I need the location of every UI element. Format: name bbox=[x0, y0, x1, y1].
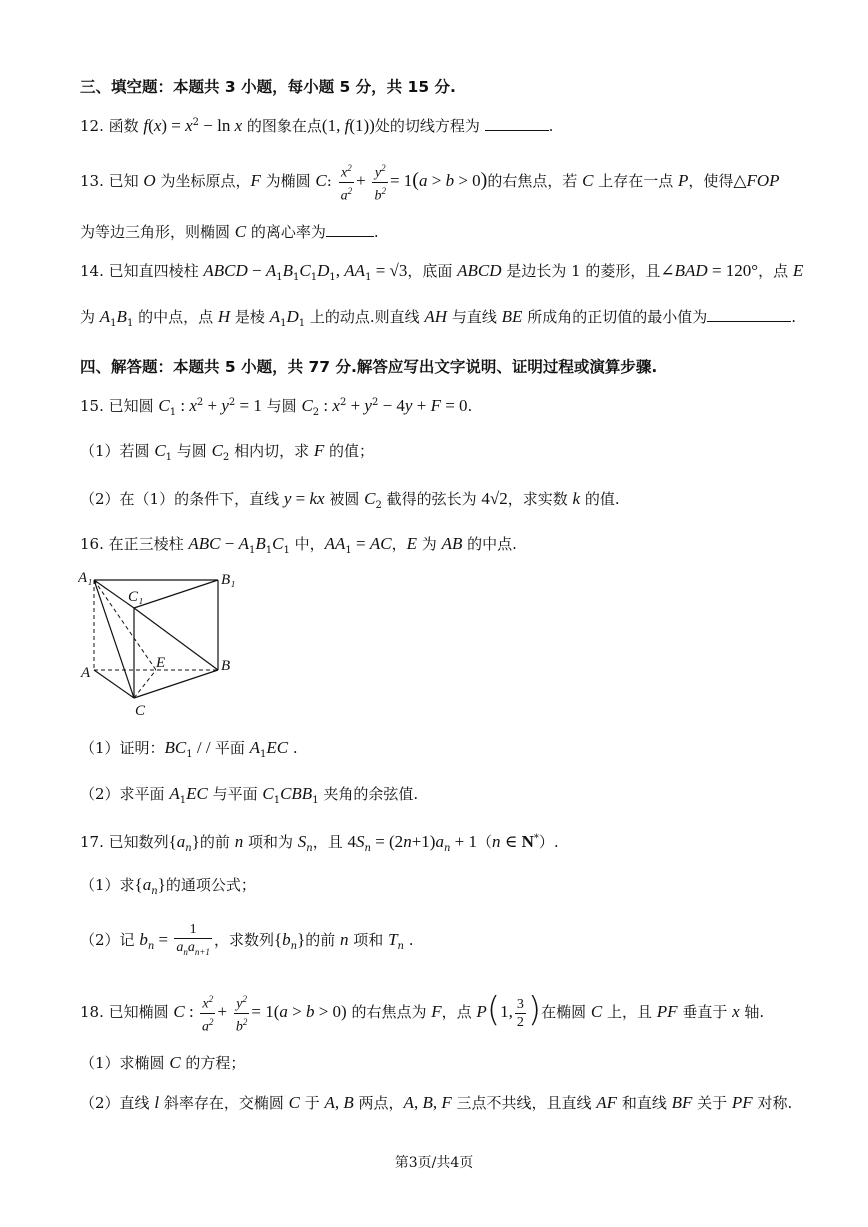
edge-c1-b bbox=[134, 608, 218, 670]
page-footer: 第3页/共4页 bbox=[394, 1155, 474, 1171]
question-15-part-1: （1）若圆 $C_1$ 与圆 $C_2$ 相内切，求 F 的值； bbox=[80, 441, 375, 463]
edge-c1-b1 bbox=[134, 580, 218, 608]
edge-a-c bbox=[94, 670, 134, 698]
question-16-stem: 16. 在正三棱柱 ABC − $A_1B_1C_1$ 中，$AA_1$ = AC，E 为 AB 的中点. bbox=[80, 534, 517, 556]
edge-c-b bbox=[134, 670, 218, 698]
question-15-part-2: （2）在（1）的条件下，直线 y = kx 被圆 $C_2$ 截得的弦长为 4√2，求实数 k 的值. bbox=[80, 489, 620, 511]
label-c: C bbox=[135, 703, 146, 719]
question-15-stem: 15. 已知圆 $C_1$ : $x^2 + y^2 = 1$ 与圆 $C_2$ : $x^2 + y^2 - 4y + F = 0$. bbox=[80, 396, 473, 418]
label-a1: A₁ bbox=[78, 570, 93, 586]
label-e: E bbox=[156, 655, 166, 671]
label-b: B bbox=[221, 658, 231, 674]
question-14-line-1: 14. 已知直四棱柱 ABCD − $A_1B_1C_1D_1$, $AA_1 = √3$，底面 ABCD 是边长为 1 的菱形，且∠BAD = 120°，点 E bbox=[80, 261, 804, 283]
question-17-part-1: （1）求$\{a_n\}$的通项公式； bbox=[80, 875, 256, 897]
question-17-stem: 17. 已知数列$\{a_n\}$的前 n 项和为 $S_n$，且 $4S_n = (2n+1)a_n + 1(n$ ∈ N*）. bbox=[80, 832, 559, 854]
label-b1: B₁ bbox=[221, 572, 236, 588]
section-3-title: 三、填空题：本题共 3 小题，每小题 5 分，共 15 分. bbox=[80, 78, 456, 96]
question-12: 12. 函数 $f(x) = x^2 - \ln x$ 的图象在点(1, f(1))处的切线方程为 . bbox=[80, 116, 554, 135]
question-17-part-2: （2）记 $b_n$ = $\frac{1}{a_na_{n+1}}$ ，求数列$\{b_n\}$的前 n 项和 $T_n$ . bbox=[80, 922, 414, 957]
question-13-line-2: 为等边三角形，则椭圆 C 的离心率为 . bbox=[80, 222, 379, 241]
label-c1: C₁ bbox=[128, 589, 144, 605]
question-14-line-2: 为 $A_1B_1$ 的中点，点 H 是棱 $A_1D_1$ 上的动点.则直线 AH 与直线 BE 所成角的正切值的最小值为 . bbox=[80, 307, 796, 329]
question-18-stem: 18. 已知椭圆 C : $\frac{x^2}{a^2}$ + $\frac{y^2}{b^2}$ = 1(a > b > 0) 的右焦点为 F，点 P(1, $\frac{3}{2}$ )在椭圆 C 上，且 PF 垂直于 x 轴. bbox=[80, 990, 765, 1035]
question-16-part-1: （1）证明：$BC_1$ / / 平面 $A_1EC$ . bbox=[80, 738, 298, 760]
question-16-part-2: （2）求平面 $A_1EC$ 与平面 $C_1CBB_1$ 夹角的余弦值. bbox=[80, 784, 419, 806]
label-a: A bbox=[81, 665, 91, 681]
question-18-part-1: （1）求椭圆 C 的方程； bbox=[80, 1053, 246, 1072]
section-4-title: 四、解答题：本题共 5 小题，共 77 分.解答应写出文字说明、证明过程或演算步骤. bbox=[80, 358, 658, 376]
question-18-part-2: （2）直线 l 斜率存在，交椭圆 C 于 A, B 两点，A, B, F 三点不共线，且直线 AF 和直线 BF 关于 PF 对称. bbox=[80, 1093, 793, 1112]
prism-figure bbox=[78, 570, 258, 720]
question-13-line-1: 13. 已知 O 为坐标原点，F 为椭圆 C: $\frac{x^2}{a^2}$ + $\frac{y^2}{b^2}$ = 1(a > b > 0)的右焦点，若 C 上存在一点 P，使得△FOP bbox=[80, 160, 828, 200]
hidden-line-a1-e bbox=[94, 580, 156, 670]
